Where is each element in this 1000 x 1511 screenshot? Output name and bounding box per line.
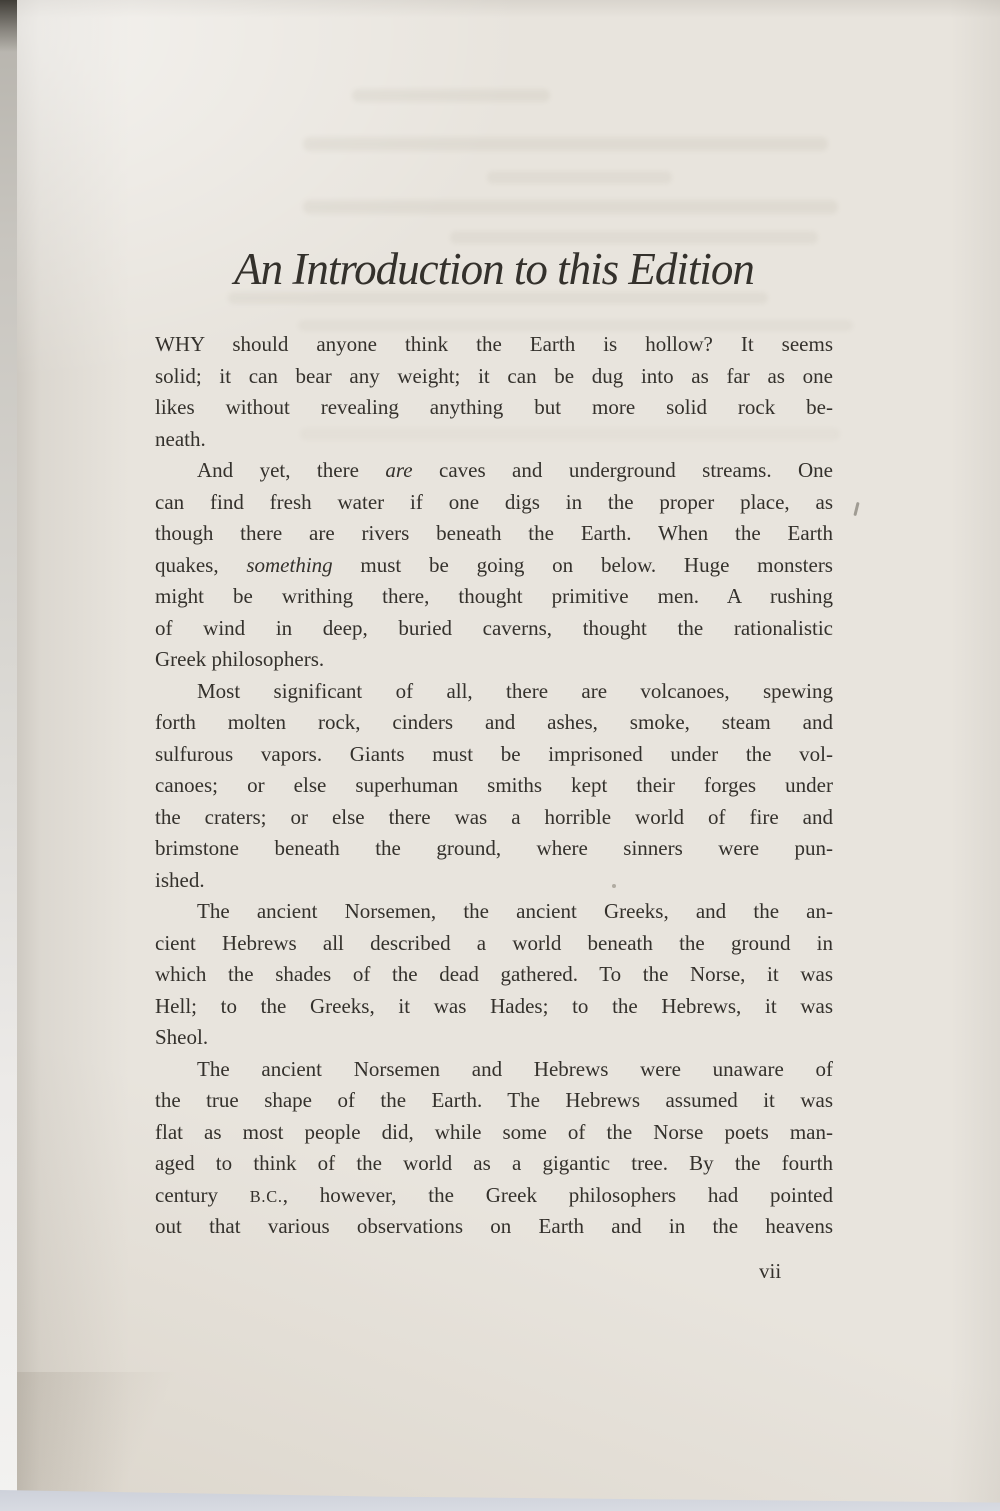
text-line: Most significant of all, there are volcanoes, spewing [197, 678, 833, 703]
text-line: of wind in deep, buried caverns, thought the rationalistic [155, 615, 833, 640]
chapter-title: An Introduction to this Edition [234, 244, 754, 294]
text-line: flat as most people did, while some of the Norse poets man- [155, 1119, 833, 1144]
ghost-text-showthrough [303, 137, 828, 151]
text-line: WHY should anyone think the Earth is hollow? It seems [155, 332, 833, 356]
text-line: sulfurous vapors. Giants must be imprisoned under the vol- [155, 741, 833, 766]
text-line: cient Hebrews all described a world beneath the ground in [155, 930, 833, 955]
ghost-text-showthrough [303, 200, 838, 214]
text-line: brimstone beneath the ground, where sinners were pun- [155, 836, 833, 860]
text-line: century B.C., however, the Greek philosophers had pointed [155, 1182, 833, 1207]
text-line: the true shape of the Earth. The Hebrews assumed it was [155, 1088, 833, 1112]
text-line: which the shades of the dead gathered. To the Norse, it was [155, 962, 833, 986]
text-line: Hell; to the Greeks, it was Hades; to the Hebrews, it was [155, 993, 833, 1018]
text-line: neath. [155, 426, 206, 451]
ghost-text-showthrough [487, 171, 672, 184]
page-edge-left-strip [0, 0, 17, 1511]
text-line: likes without revealing anything but more solid rock be- [155, 395, 833, 419]
page-number: vii [759, 1259, 782, 1283]
text-line: The ancient Norsemen, the ancient Greeks, and the an- [197, 899, 833, 923]
stray-ink-mark [853, 502, 859, 516]
text-line: canoes; or else superhuman smiths kept their forges under [155, 773, 833, 797]
text-line: quakes, something must be going on below. Huge monsters [155, 552, 833, 577]
text-line: Greek philosophers. [155, 647, 325, 671]
text-line: though there are rivers beneath the Earth. When the Earth [155, 521, 833, 545]
paper-speck [612, 884, 616, 888]
page-curl-shadow [0, 1372, 230, 1494]
text-line: Sheol. [155, 1025, 209, 1049]
text-line: solid; it can bear any weight; it can be dug into as far as one [155, 363, 833, 388]
text-line: ished. [155, 867, 205, 892]
text-line: out that various observations on Earth and in the heavens [155, 1214, 833, 1238]
page-edge-corner-shadow [0, 0, 17, 52]
text-line: forth molten rock, cinders and ashes, smoke, steam and [155, 710, 833, 734]
text-line: can find fresh water if one digs in the proper place, as [155, 489, 833, 514]
text-line: the craters; or else there was a horrible world of fire and [155, 804, 833, 829]
text-line: might be writhing there, thought primitive men. A rushing [155, 584, 833, 608]
ghost-text-showthrough [352, 89, 550, 102]
text-line: The ancient Norsemen and Hebrews were unaware of [197, 1056, 833, 1081]
text-line: aged to think of the world as a gigantic tree. By the fourth [155, 1151, 833, 1175]
body-text [155, 329, 833, 1243]
text-line: And yet, there are caves and underground streams. One [197, 458, 833, 482]
